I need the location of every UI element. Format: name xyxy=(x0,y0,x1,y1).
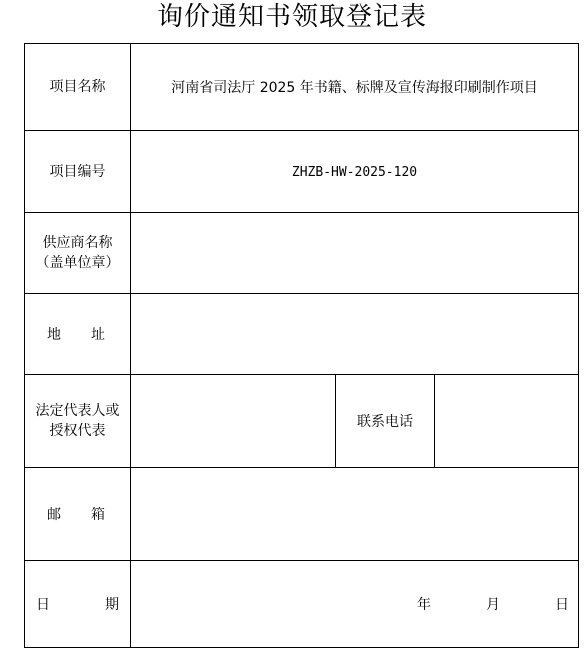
date-month-label: 月 xyxy=(486,597,501,613)
address-value-field[interactable] xyxy=(131,294,579,375)
supplier-label-cell xyxy=(25,213,131,294)
email-label-cell xyxy=(25,468,131,561)
address-label-char1: 地 xyxy=(47,327,61,343)
row-project-number xyxy=(25,131,579,213)
email-value-field[interactable] xyxy=(131,468,579,561)
page-title: 询价通知书领取登记表 xyxy=(156,2,427,32)
project-name-label: 项目名称 xyxy=(49,79,106,95)
date-label-char2: 期 xyxy=(105,597,119,613)
supplier-label-line2: （盖单位章） xyxy=(35,255,120,271)
row-supplier xyxy=(25,213,579,294)
project-name-value-cell xyxy=(131,44,579,131)
row-email xyxy=(25,468,579,561)
date-value-field[interactable] xyxy=(131,561,579,648)
project-number-label-cell xyxy=(25,131,131,213)
email-label-char1: 邮 xyxy=(47,507,61,523)
row-address xyxy=(25,294,579,375)
project-number-value: ZHZB-HW-2025-120 xyxy=(291,164,418,180)
representative-label-line1: 法定代表人或 xyxy=(35,403,120,419)
representative-label-line2: 授权代表 xyxy=(49,423,106,439)
email-label-char2: 箱 xyxy=(91,507,105,523)
date-label-char1: 日 xyxy=(36,597,50,613)
date-day-label: 日 xyxy=(555,597,570,613)
date-label-cell xyxy=(25,561,131,648)
representative-label-cell xyxy=(25,375,131,468)
address-label-char2: 址 xyxy=(91,327,105,343)
date-year-label: 年 xyxy=(417,597,432,613)
row-date xyxy=(25,561,579,648)
representative-value-field[interactable] xyxy=(131,375,336,468)
registration-form-table xyxy=(24,43,579,648)
project-name-label-cell xyxy=(25,44,131,131)
project-name-value: 河南省司法厅 2025 年书籍、标牌及宣传海报印刷制作项目 xyxy=(171,80,538,96)
row-representative xyxy=(25,375,579,468)
project-number-value-cell xyxy=(131,131,579,213)
project-number-label: 项目编号 xyxy=(49,163,106,180)
supplier-label-line1: 供应商名称 xyxy=(42,235,113,251)
phone-label-cell xyxy=(336,375,435,468)
row-project-name xyxy=(25,44,579,131)
phone-value-field[interactable] xyxy=(435,375,579,468)
address-label-cell xyxy=(25,294,131,375)
supplier-value-field[interactable] xyxy=(131,213,579,294)
phone-label: 联系电话 xyxy=(357,414,413,430)
